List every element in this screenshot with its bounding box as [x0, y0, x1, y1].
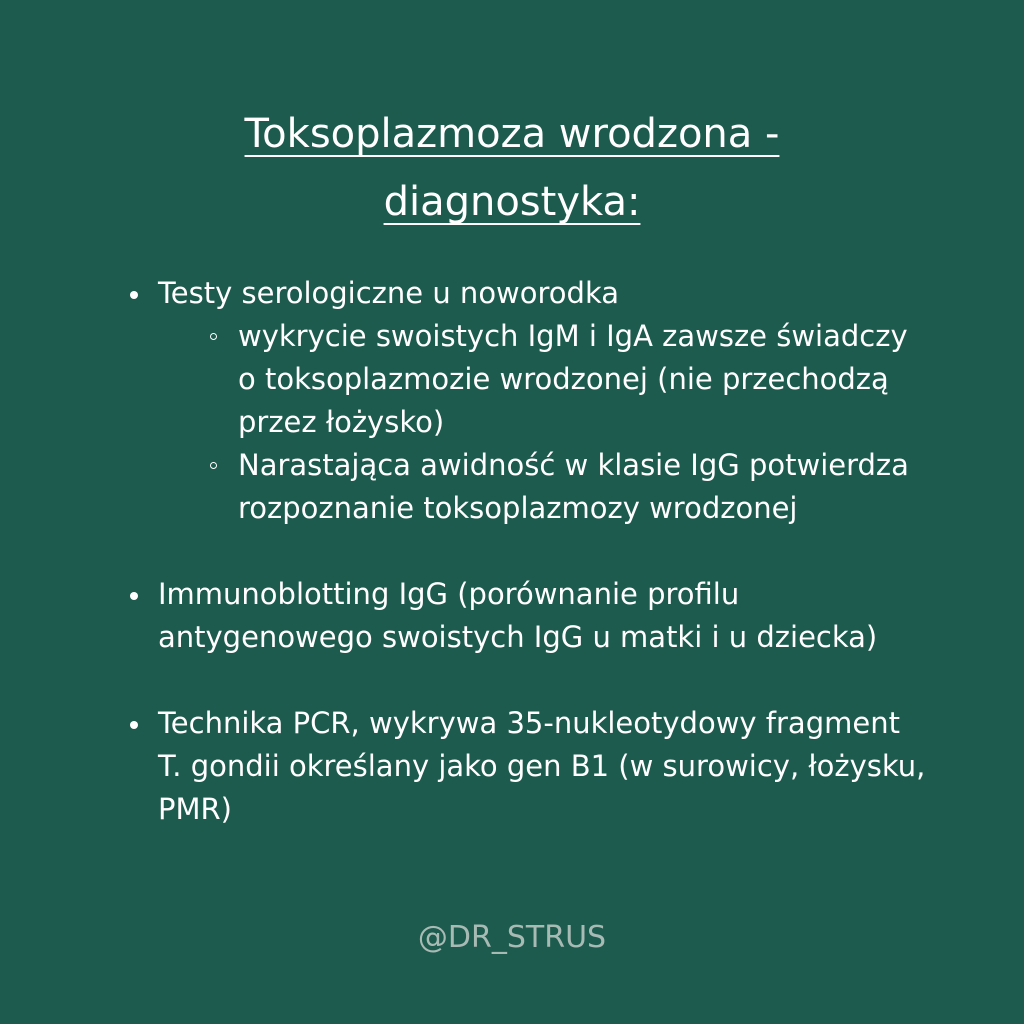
bullet-icon — [130, 291, 138, 299]
sub-list-item — [210, 444, 930, 530]
sub-list-item-text: Narastająca awidność w klasie IgG potwierdza rozpoznanie toksoplazmozy wrodzonej — [238, 448, 909, 525]
list-item — [130, 702, 930, 831]
list-item — [130, 573, 930, 659]
bullet-list — [130, 272, 930, 831]
page-title — [0, 100, 1024, 236]
sub-list-item-text: wykrycie swoistych IgM i IgA zawsze świadczy o toksoplazmozie wrodzonej (nie przechodzą przez łożysko) — [238, 319, 908, 439]
sub-list — [158, 315, 930, 530]
list-item-text: Testy serologiczne u noworodka — [158, 276, 620, 310]
title-line-2: diagnostyka: — [383, 179, 641, 225]
bullet-icon — [130, 592, 138, 600]
list-item-text: Technika PCR, wykrywa 35-nukleotydowy fragment T. gondii określany jako gen B1 (w surowicy, łożysku, PMR) — [158, 706, 926, 826]
author-handle: @DR_STRUS — [417, 920, 607, 955]
bullet-icon — [130, 721, 138, 729]
hollow-bullet-icon — [210, 333, 217, 340]
sub-list-item — [210, 315, 930, 444]
list-item-text: Immunoblotting IgG (porównanie profilu antygenowego swoistych IgG u matki i u dziecka) — [158, 577, 878, 654]
title-line-1: Toksoplazmoza wrodzona - — [244, 111, 780, 157]
hollow-bullet-icon — [210, 462, 217, 469]
list-item — [130, 272, 930, 530]
